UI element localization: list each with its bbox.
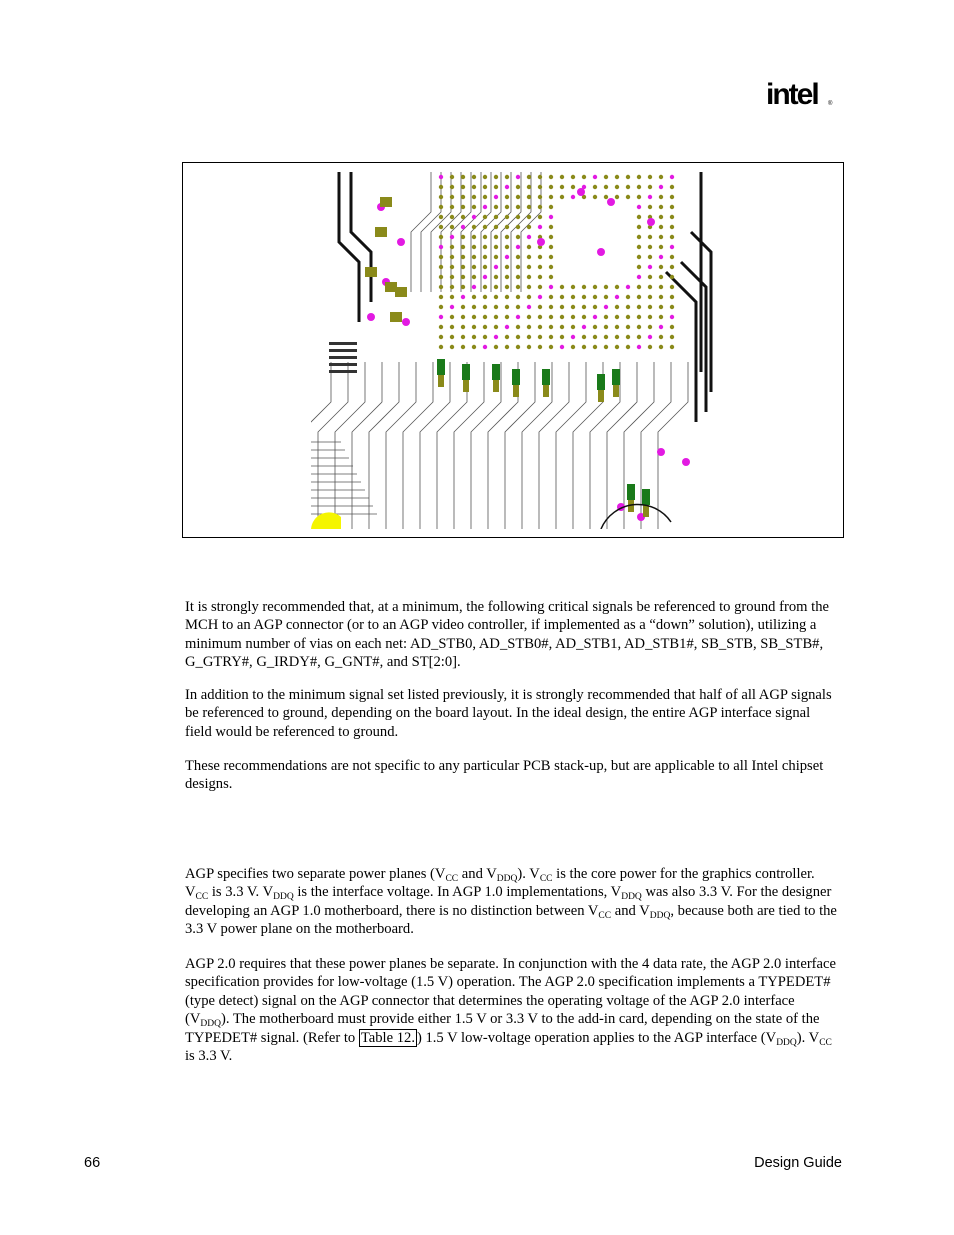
paragraph-stackup: These recommendations are not specific to any particular PCB stack-up, but are applicable to all Intel chipset designs. [185, 758, 824, 793]
pcb-layout-image [311, 172, 716, 529]
logo-wordmark: intel [766, 78, 818, 111]
paragraph-agp20: AGP 2.0 requires that these power planes be separate. In conjunction with the 4 data rate, the AGP 2.0 interface specification provides for low-voltage (1.5 V) operation. The AGP 2.0 specification implements a TYPEDET# (type detect) signal on the AGP connector that determines the operating voltage of the AGP 2.0 interface $(V_{DDQ})$. The motherboard must provide either 1.5 V or 3.3 V to the add-in card, depending on the state of the TYPEDET# signal. (Refer to Table 12. ) 1.5 V low-voltage operation applies to the AGP interface $(V_{DDQ})$. $V_{CC}$ is 3.3 V. [185, 956, 836, 1065]
logo-registered-mark: ® [828, 101, 833, 107]
intel-logo [766, 76, 836, 116]
document-name: Design Guide [754, 1155, 842, 1171]
table-12-link[interactable]: Table 12. [360, 1029, 415, 1046]
paragraph-critical-signals: It is strongly recommended that, at a minimum, the following critical signals be referenced to ground from the MCH to an AGP connector (or to an AGP video controller, if implemented as a “down” solution), utilizing a minimum number of vias on each net: AD_STB0, AD_STB0#, AD_STB1, AD_STB1#, SB_STB, SB_STB#, G_GTRY#, G_IRDY#, G_GNT#, and ST[2:0]. [185, 599, 829, 671]
page-number: 66 [84, 1155, 101, 1171]
paragraph-half-signals: In addition to the minimum signal set listed previously, it is strongly recommended that half of all AGP signals be referenced to ground, depending on the board layout. In the ideal design, the entire AGP interface signal field would be referenced to ground. [185, 687, 832, 740]
paragraph-power-planes: AGP specifies two separate power planes ($V_{CC}$ and $V_{DDQ}$). $V_{CC}$ is the core power for the graphics controller. $V_{CC}$ is 3.3 V. $V_{DDQ}$ is the interface voltage. In AGP 1.0 implementations, $V_{DDQ}$ was also 3.3 V. For the designer developing an AGP 1.0 motherboard, there is no distinction between $V_{CC}$ and $V_{DDQ}$, because both are tied to the 3.3 V power plane on the motherboard. [185, 866, 837, 938]
